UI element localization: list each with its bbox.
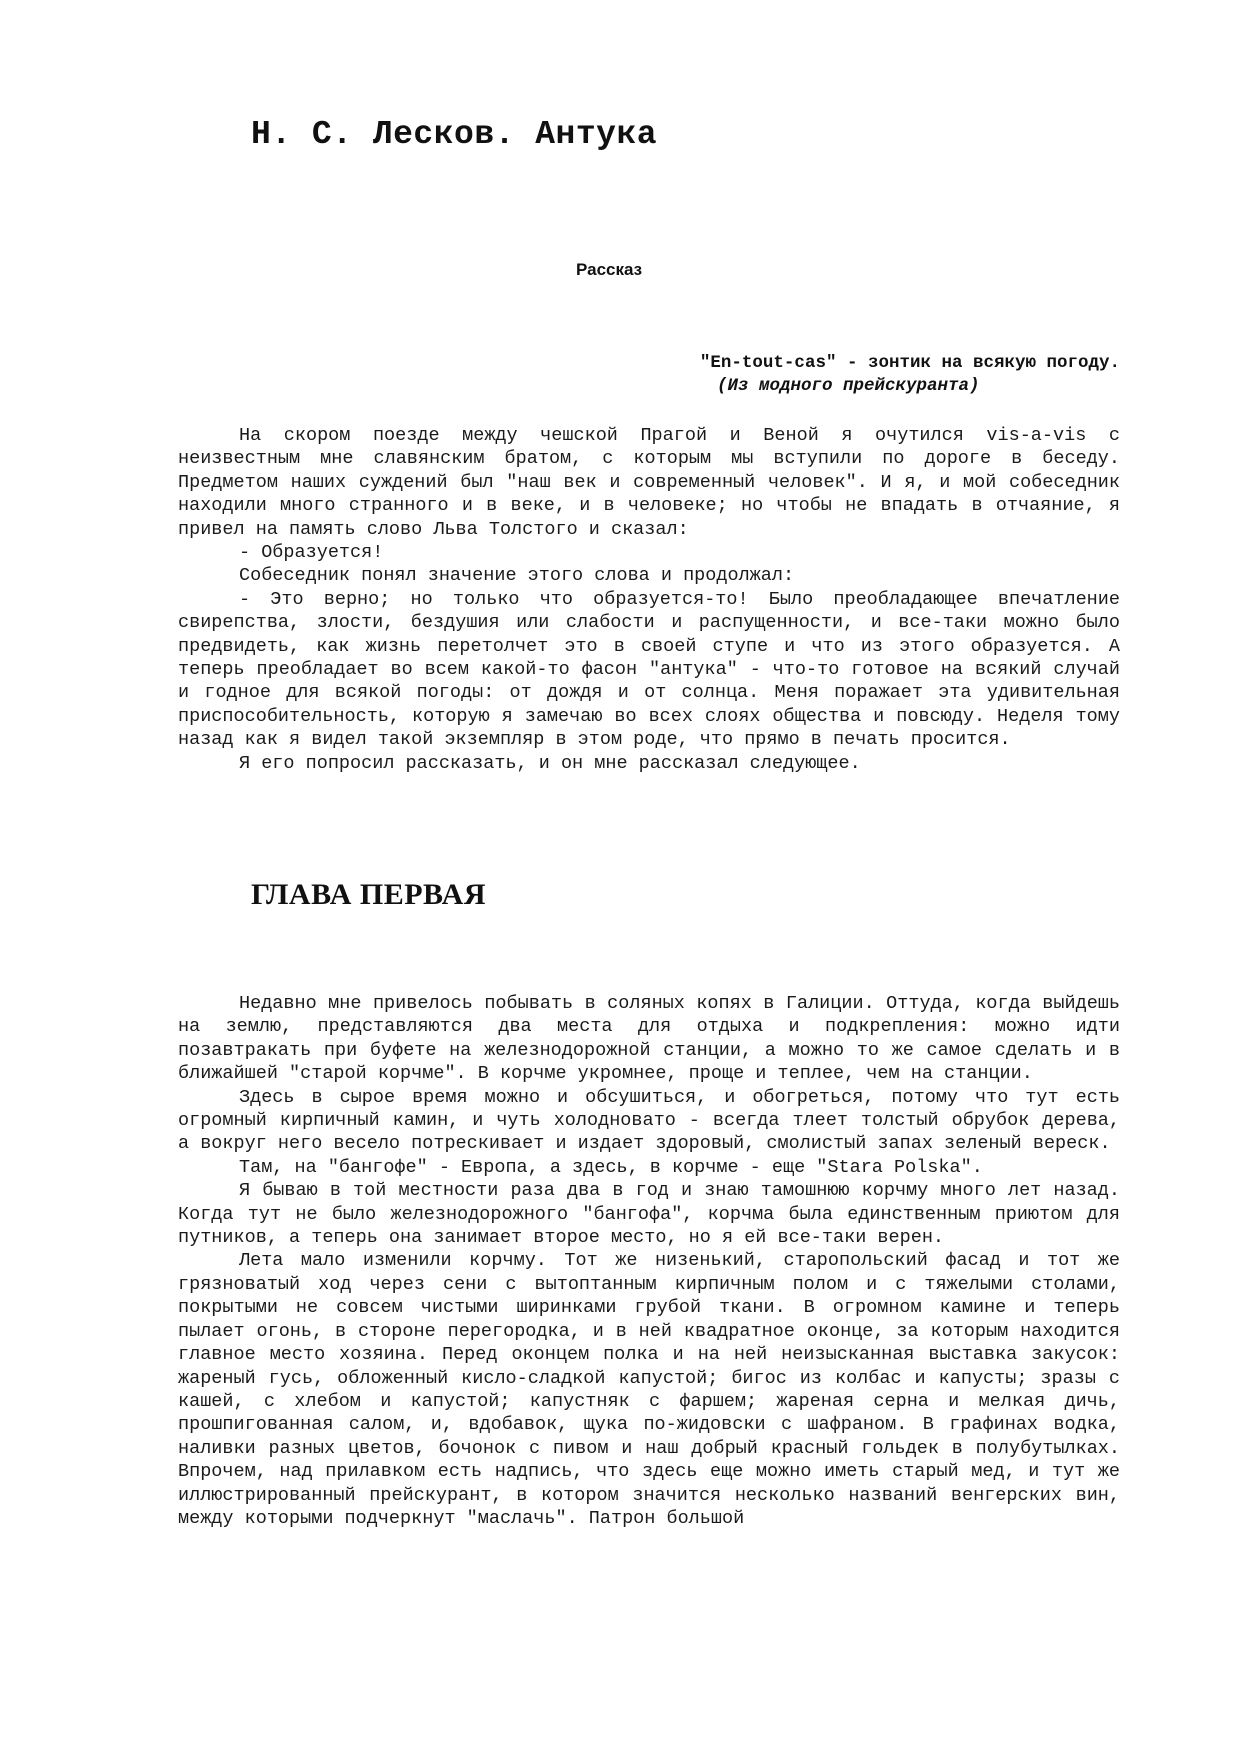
document-title: Н. С. Лесков. Антука (251, 116, 658, 153)
chapter-paragraph: Я бываю в той местности раза два в год и знаю тамошнюю корчму много лет назад. Когда тут не было железнодорожного "бангофа", корчма была единственным приютом для путников, а теперь она занимает второе место, но я ей все-таки верен. (178, 1180, 1120, 1249)
epigraph-source: (Из модного прейскуранта) (717, 376, 980, 396)
intro-paragraph: На скором поезде между чешской Прагой и Веной я очутился vis-a-vis с неизвестным мне славянским братом, с которым мы вступили по дороге в беседу. Предметом наших суждений был "наш век и современный человек". И я, и мой собеседник находили много странного и в веке, и в человеке; но чтобы не впадать в отчаяние, я привел на память слово Льва Толстого и сказал: (178, 425, 1120, 540)
epigraph-quote: "En-tout-cas" - зонтик на всякую погоду. (699, 353, 1120, 373)
chapter-title: ГЛАВА ПЕРВАЯ (251, 878, 486, 911)
intro-text (178, 424, 1120, 775)
intro-paragraph: Собеседник понял значение этого слова и продолжал: (239, 565, 795, 587)
chapter-paragraph: Там, на "бангофе" - Европа, а здесь, в корчме - еще "Stara Polska". (239, 1156, 983, 1178)
intro-paragraph: - Образуется! (239, 542, 384, 564)
chapter-text (178, 992, 1120, 1530)
chapter-paragraph: Недавно мне привелось побывать в соляных копях в Галиции. Оттуда, когда выйдешь на землю, представляются два места для отдыха и подкрепления: можно идти позавтракать при буфете на железнодорожной станции, а можно то же самое сделать и в ближайшей "старой корчме". В корчме укромнее, проще и теплее, чем на станции. (178, 993, 1120, 1085)
chapter-paragraph: Здесь в сырое время можно и обсушиться, и обогреться, потому что тут есть огромный кирпичный камин, и чуть холодновато - всегда тлеет толстый обрубок дерева, а вокруг него весело потрескивает и издает здоровый, смолистый запах зеленый вереск. (178, 1086, 1120, 1155)
intro-paragraph: Я его попросил рассказать, и он мне рассказал следующее. (239, 752, 861, 774)
chapter-paragraph: Лета мало изменили корчму. Тот же низенький, старопольский фасад и тот же грязноватый ход через сени с вытоптанным кирпичным полом и с тяжелыми столами, покрытыми не совсем чистыми ширинками грубой ткани. В огромном камине и теперь пылает огонь, в стороне перегородка, и в ней квадратное оконце, за которым находится главное место хозяина. Перед оконцем полка и на ней неизысканная выставка закусок: жареный гусь, обложенный кисло-сладкой капустой; бигос из колбас и капусты; зразы с кашей, с хлебом и капустой; капустняк с фаршем; жареная серна и мелкая дичь, прошпигованная салом, и, вдобавок, щука по-жидовски с шафраном. В графинах водка, наливки разных цветов, бочонок с пивом и наш добрый красный гольдек в полубутылках. Впрочем, над прилавком есть надпись, что здесь еще можно иметь старый мед, и тут же иллюстрированный прейскурант, в котором значится несколько названий венгерских вин, между которыми подчеркнут "маслачь". Патрон большой (178, 1250, 1120, 1529)
epigraph (560, 352, 1120, 398)
document-subtitle: Рассказ (576, 260, 643, 279)
intro-paragraph: - Это верно; но только что образуется-то! Было преобладающее впечатление свирепства, злости, бездушия или слабости и распущенности, и все-таки можно было предвидеть, как жизнь перетолчет это в своей ступе и что из этого образуется. А теперь преобладает во всем какой-то фасон "антука" - что-то готовое на всякий случай и годное для всякой погоды: от дождя и от солнца. Меня поражает эта удивительная приспособительность, которую я замечаю во всех слоях общества и повсюду. Неделя тому назад как я видел такой экземпляр в этом роде, что прямо в печать просится. (178, 588, 1120, 751)
